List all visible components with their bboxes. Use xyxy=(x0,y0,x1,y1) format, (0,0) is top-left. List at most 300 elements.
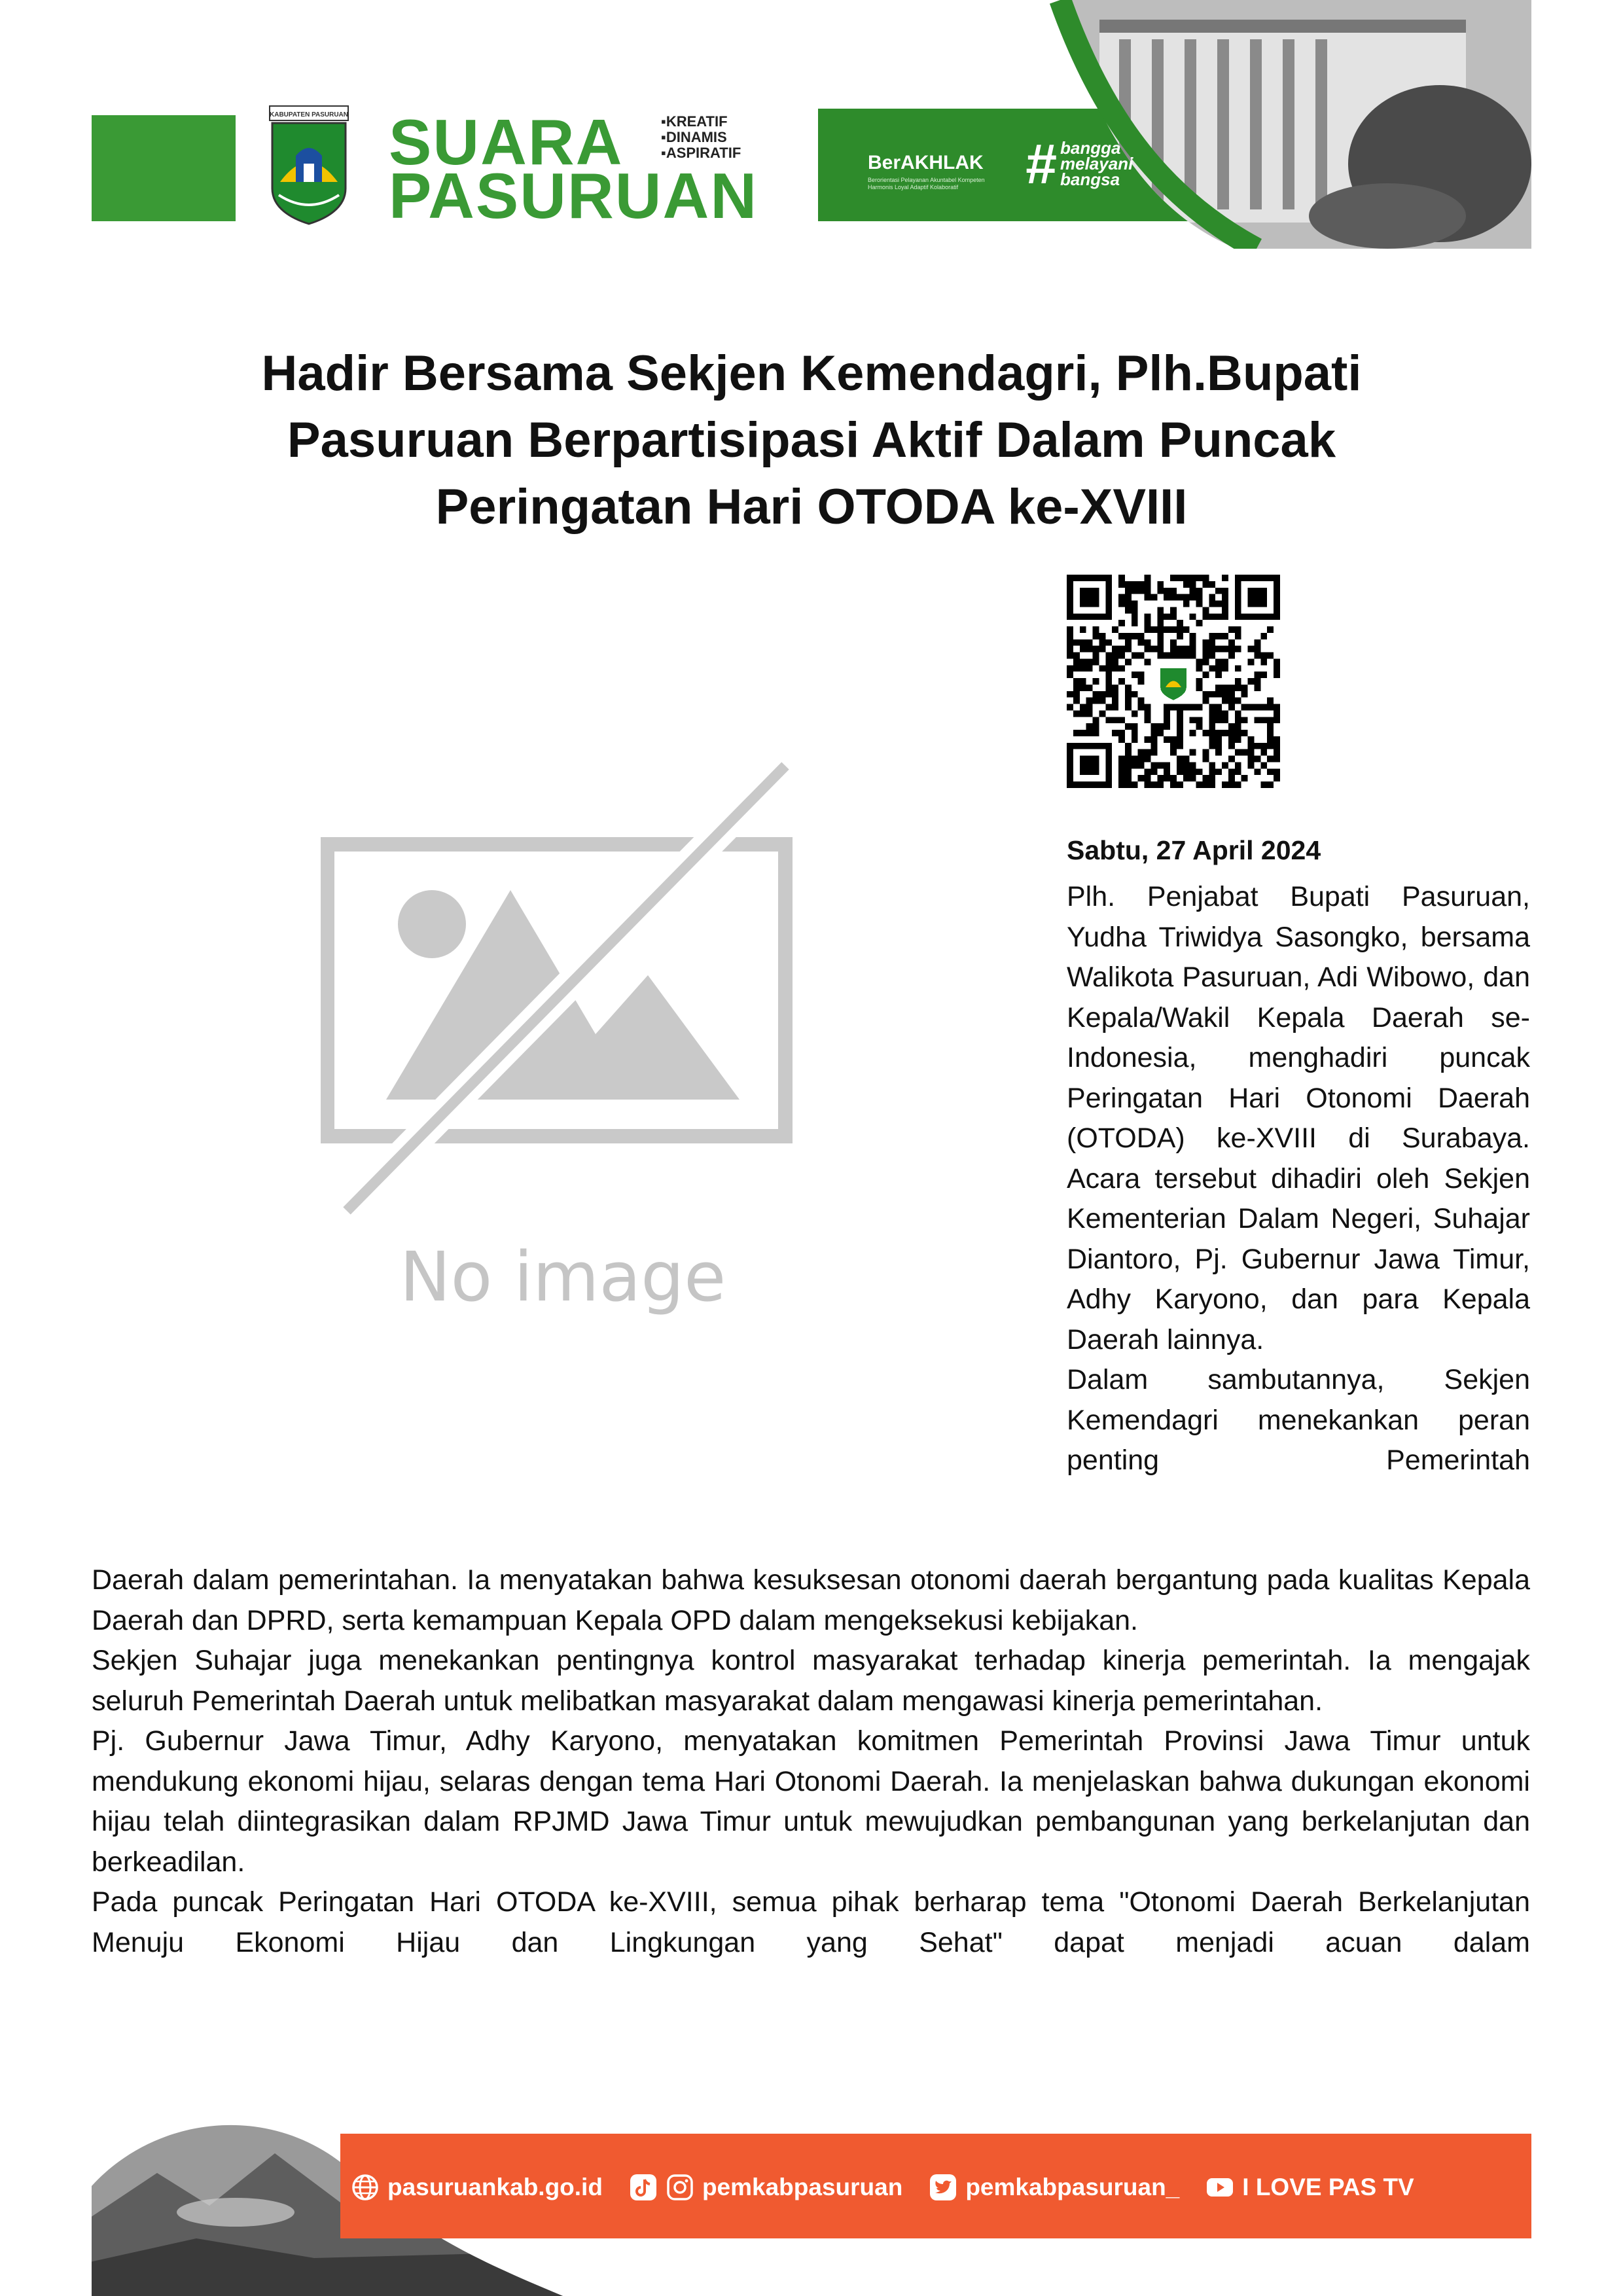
qr-module xyxy=(1112,653,1118,659)
qr-module xyxy=(1118,601,1125,607)
qr-module xyxy=(1080,704,1086,711)
qr-module xyxy=(1222,575,1228,581)
qr-module xyxy=(1202,730,1209,736)
article-date: Sabtu, 27 April 2024 xyxy=(1067,835,1321,865)
qr-module xyxy=(1132,601,1138,607)
qr-module xyxy=(1274,775,1280,781)
qr-module xyxy=(1132,762,1138,768)
qr-module xyxy=(1254,704,1260,711)
qr-module xyxy=(1215,749,1222,756)
qr-module xyxy=(1183,646,1190,653)
qr-module xyxy=(1209,723,1215,730)
qr-module xyxy=(1267,743,1274,749)
qr-module xyxy=(1073,665,1080,672)
qr-module xyxy=(1080,626,1086,633)
qr-module xyxy=(1164,762,1170,768)
instagram-label: pemkabpasuruan xyxy=(702,2174,903,2200)
qr-module xyxy=(1254,646,1260,653)
globe-icon xyxy=(351,2173,380,2202)
qr-module xyxy=(1222,691,1228,698)
twitter-icon xyxy=(929,2173,957,2202)
qr-module xyxy=(1235,736,1241,743)
qr-module xyxy=(1209,581,1215,588)
qr-module xyxy=(1125,685,1132,691)
qr-module xyxy=(1080,646,1086,653)
qr-module xyxy=(1190,775,1196,781)
qr-module xyxy=(1215,658,1222,665)
qr-module xyxy=(1190,730,1196,736)
qr-module xyxy=(1228,704,1235,711)
qr-module xyxy=(1228,736,1235,743)
qr-module xyxy=(1145,756,1151,762)
qr-module xyxy=(1125,646,1132,653)
qr-module xyxy=(1209,717,1215,723)
qr-module xyxy=(1209,639,1215,646)
qr-module xyxy=(1202,775,1209,781)
qr-module xyxy=(1209,653,1215,659)
paragraph: Dalam sambutannya, Sekjen Kemendagri menekankan peran penting Pemerintah xyxy=(1067,1364,1530,1476)
qr-module xyxy=(1073,691,1080,698)
qr-module xyxy=(1125,704,1132,711)
qr-module xyxy=(1177,736,1183,743)
qr-module xyxy=(1093,646,1099,653)
qr-module xyxy=(1260,717,1267,723)
qr-module xyxy=(1190,762,1196,768)
qr-module xyxy=(1177,762,1183,768)
qr-module xyxy=(1150,743,1157,749)
qr-module xyxy=(1086,710,1093,717)
qr-module xyxy=(1170,594,1177,601)
qr-module xyxy=(1215,717,1222,723)
qr-module xyxy=(1145,768,1151,775)
qr-module xyxy=(1145,620,1151,626)
qr-module xyxy=(1267,768,1274,775)
qr-module xyxy=(1157,620,1164,626)
qr-module xyxy=(1248,704,1255,711)
berakhlak-subtitle: Berorientasi Pelayanan Akuntabel Kompeten Harmonis Loyal Adaptif Kolaboratif xyxy=(868,177,985,190)
qr-module xyxy=(1145,749,1151,756)
qr-module xyxy=(1241,704,1248,711)
qr-module xyxy=(1183,626,1190,633)
qr-module xyxy=(1157,581,1164,588)
qr-module xyxy=(1177,730,1183,736)
qr-module xyxy=(1248,678,1255,685)
qr-module xyxy=(1118,781,1125,788)
qr-module xyxy=(1274,768,1280,775)
qr-module xyxy=(1112,698,1118,704)
qr-module xyxy=(1254,685,1260,691)
qr-module xyxy=(1086,723,1093,730)
qr-module xyxy=(1209,601,1215,607)
footer-website-link[interactable] xyxy=(351,2173,603,2202)
paragraph: Pj. Gubernur Jawa Timur, Adhy Karyono, menyatakan komitmen Pemerintah Provinsi Jawa Timur untuk mendukung ekonomi hijau, selaras dengan tema Hari Otonomi Daerah. Ia menjelaskan bahwa dukungan ekonomi hijau telah diintegrasikan dalam RPJMD Jawa Timur untuk mewujudkan pembangunan yang berkelanjutan dan berkeadilan. xyxy=(92,1725,1530,1878)
qr-module xyxy=(1118,775,1125,781)
qr-module xyxy=(1196,781,1203,788)
qr-module xyxy=(1228,743,1235,749)
qr-module xyxy=(1260,781,1267,788)
qr-module xyxy=(1177,723,1183,730)
qr-module xyxy=(1202,691,1209,698)
qr-module xyxy=(1099,698,1105,704)
qr-module xyxy=(1145,626,1151,633)
qr-module xyxy=(1164,653,1170,659)
qr-module xyxy=(1222,646,1228,653)
qr-module xyxy=(1248,743,1255,749)
qr-module xyxy=(1112,665,1118,672)
qr-module xyxy=(1067,626,1073,633)
qr-module xyxy=(1274,749,1280,756)
qr-module xyxy=(1215,685,1222,691)
qr-module xyxy=(1190,575,1196,581)
qr-module xyxy=(1145,639,1151,646)
qr-module xyxy=(1164,704,1170,711)
qr-module xyxy=(1222,594,1228,601)
qr-module xyxy=(1254,756,1260,762)
qr-module xyxy=(1260,672,1267,678)
qr-module xyxy=(1157,626,1164,633)
qr-module xyxy=(1202,658,1209,665)
article-column-text xyxy=(1067,877,1530,1481)
qr-module xyxy=(1157,781,1164,788)
qr-module xyxy=(1080,685,1086,691)
qr-module xyxy=(1228,691,1235,698)
qr-module xyxy=(1241,749,1248,756)
qr-module xyxy=(1118,575,1125,581)
qr-module xyxy=(1125,601,1132,607)
qr-module xyxy=(1150,749,1157,756)
qr-module xyxy=(1086,665,1093,672)
qr-module xyxy=(1267,756,1274,762)
qr-module xyxy=(1190,588,1196,594)
qr-module xyxy=(1150,723,1157,730)
qr-module xyxy=(1196,723,1203,730)
qr-module xyxy=(1080,658,1086,665)
footer-instagram-link[interactable] xyxy=(629,2173,902,2202)
qr-module xyxy=(1235,749,1241,756)
qr-module xyxy=(1248,762,1255,768)
qr-module xyxy=(1125,633,1132,639)
qr-module xyxy=(1099,665,1105,672)
qr-module xyxy=(1241,685,1248,691)
qr-module xyxy=(1228,756,1235,762)
qr-module xyxy=(1177,768,1183,775)
qr-module xyxy=(1222,781,1228,788)
qr-module xyxy=(1248,749,1255,756)
qr-module xyxy=(1125,581,1132,588)
qr-module xyxy=(1118,620,1125,626)
qr-module xyxy=(1125,691,1132,698)
qr-module xyxy=(1125,743,1132,749)
qr-module xyxy=(1125,594,1132,601)
bangga-melayani-logo xyxy=(1060,140,1133,187)
qr-module xyxy=(1073,678,1080,685)
paragraph: Pada puncak Peringatan Hari OTODA ke-XVIII, semua pihak berharap tema "Otonomi Daerah Berkelanjutan Menuju Ekonomi Hijau dan Lingkungan yang Sehat" dapat menjadi acuan dalam xyxy=(92,1886,1530,1958)
qr-module xyxy=(1222,730,1228,736)
no-image-label: No image xyxy=(399,1237,726,1317)
qr-module xyxy=(1235,646,1241,653)
qr-module xyxy=(1248,658,1255,665)
qr-module xyxy=(1105,704,1112,711)
paragraph: Plh. Penjabat Bupati Pasuruan, Yudha Triwidya Sasongko, bersama Walikota Pasuruan, Adi Wibowo, dan Kepala/Wakil Kepala Daerah se-Indonesia, menghadiri puncak Peringatan Hari Otonomi Daerah (OTODA) ke-XVIII di Surabaya. Acara tersebut dihadiri oleh Sekjen Kementerian Dalam Negeri, Suhajar Diantoro, Pj. Gubernur Jawa Timur, Adhy Karyono, dan para Kepala Daerah lainnya. xyxy=(1067,881,1530,1355)
qr-module xyxy=(1267,626,1274,633)
qr-module xyxy=(1093,626,1099,633)
qr-module xyxy=(1241,730,1248,736)
qr-module xyxy=(1150,762,1157,768)
footer-youtube-link[interactable] xyxy=(1205,2173,1414,2202)
qr-module xyxy=(1183,775,1190,781)
qr-module xyxy=(1118,633,1125,639)
qr-module xyxy=(1138,581,1145,588)
qr-module xyxy=(1170,613,1177,620)
qr-module xyxy=(1190,749,1196,756)
qr-module xyxy=(1145,588,1151,594)
qr-module xyxy=(1215,601,1222,607)
qr-module xyxy=(1132,607,1138,613)
qr-module xyxy=(1235,710,1241,717)
qr-module xyxy=(1105,665,1112,672)
qr-module xyxy=(1125,639,1132,646)
qr-module xyxy=(1164,775,1170,781)
qr-module xyxy=(1209,775,1215,781)
qr-module xyxy=(1235,717,1241,723)
qr-module xyxy=(1196,685,1203,691)
qr-module xyxy=(1118,736,1125,743)
qr-module xyxy=(1215,691,1222,698)
qr-module xyxy=(1248,756,1255,762)
qr-module xyxy=(1164,717,1170,723)
qr-module xyxy=(1093,653,1099,659)
qr-module xyxy=(1183,581,1190,588)
qr-module xyxy=(1177,704,1183,711)
qr-module xyxy=(1170,588,1177,594)
title-line: Peringatan Hari OTODA ke-XVIII xyxy=(435,479,1188,535)
qr-module xyxy=(1190,581,1196,588)
qr-module xyxy=(1190,653,1196,659)
qr-module xyxy=(1183,601,1190,607)
qr-module xyxy=(1138,678,1145,685)
qr-module xyxy=(1222,710,1228,717)
qr-module xyxy=(1177,717,1183,723)
qr-module xyxy=(1170,781,1177,788)
qr-module xyxy=(1183,594,1190,601)
qr-module xyxy=(1170,626,1177,633)
qr-module xyxy=(1222,588,1228,594)
qr-module xyxy=(1093,717,1099,723)
qr-module xyxy=(1190,633,1196,639)
qr-module xyxy=(1086,704,1093,711)
qr-module xyxy=(1222,658,1228,665)
bangga-line: bangsa xyxy=(1060,170,1120,189)
qr-module xyxy=(1235,768,1241,775)
bangga-line: melayani xyxy=(1060,154,1133,173)
qr-module xyxy=(1196,768,1203,775)
qr-module xyxy=(1235,633,1241,639)
qr-module xyxy=(1080,710,1086,717)
qr-module xyxy=(1228,775,1235,781)
instagram-icon xyxy=(666,2173,694,2202)
qr-module xyxy=(1086,639,1093,646)
qr-module xyxy=(1190,594,1196,601)
qr-module xyxy=(1138,756,1145,762)
footer-twitter-link[interactable] xyxy=(929,2173,1179,2202)
qr-module xyxy=(1228,698,1235,704)
qr-module xyxy=(1196,665,1203,672)
qr-module xyxy=(1202,698,1209,704)
qr-module xyxy=(1274,743,1280,749)
qr-module xyxy=(1170,646,1177,653)
qr-module xyxy=(1170,775,1177,781)
qr-module xyxy=(1209,768,1215,775)
qr-module xyxy=(1105,691,1112,698)
qr-module xyxy=(1164,736,1170,743)
qr-module xyxy=(1254,768,1260,775)
qr-module xyxy=(1202,672,1209,678)
qr-module xyxy=(1067,646,1073,653)
brand-tagline xyxy=(661,114,741,161)
qr-module xyxy=(1202,756,1209,762)
qr-module xyxy=(1073,685,1080,691)
qr-module xyxy=(1196,717,1203,723)
qr-module xyxy=(1118,678,1125,685)
qr-module xyxy=(1132,691,1138,698)
qr-module xyxy=(1222,685,1228,691)
qr-module xyxy=(1190,768,1196,775)
qr-module xyxy=(1125,756,1132,762)
qr-module xyxy=(1080,678,1086,685)
qr-module xyxy=(1177,626,1183,633)
qr-module xyxy=(1260,704,1267,711)
qr-module xyxy=(1067,704,1073,711)
qr-module xyxy=(1170,607,1177,613)
qr-module xyxy=(1138,588,1145,594)
qr-module xyxy=(1118,581,1125,588)
qr-module xyxy=(1196,704,1203,711)
bangga-line: bangga xyxy=(1060,138,1121,158)
qr-module xyxy=(1112,646,1118,653)
qr-module xyxy=(1125,658,1132,665)
qr-module xyxy=(1190,704,1196,711)
qr-module xyxy=(1145,736,1151,743)
qr-module xyxy=(1170,575,1177,581)
qr-module xyxy=(1086,698,1093,704)
qr-module xyxy=(1105,678,1112,685)
qr-module xyxy=(1260,743,1267,749)
qr-module xyxy=(1228,626,1235,633)
qr-module xyxy=(1150,781,1157,788)
qr-module xyxy=(1170,736,1177,743)
article-body-text xyxy=(92,1560,1530,1963)
qr-module xyxy=(1093,691,1099,698)
qr-module xyxy=(1099,710,1105,717)
qr-module xyxy=(1215,730,1222,736)
tiktok-icon xyxy=(629,2173,658,2202)
qr-module xyxy=(1112,730,1118,736)
qr-module xyxy=(1235,626,1241,633)
qr-module xyxy=(1209,665,1215,672)
qr-code[interactable] xyxy=(1067,575,1280,788)
qr-module xyxy=(1080,665,1086,672)
title-line: Pasuruan Berpartisipasi Aktif Dalam Puncak xyxy=(287,412,1336,468)
qr-module xyxy=(1267,781,1274,788)
twitter-label: pemkabpasuruan_ xyxy=(965,2174,1180,2200)
qr-module xyxy=(1067,639,1073,646)
qr-module xyxy=(1267,717,1274,723)
qr-module xyxy=(1202,581,1209,588)
qr-module xyxy=(1164,626,1170,633)
qr-module xyxy=(1190,639,1196,646)
qr-module xyxy=(1177,575,1183,581)
qr-module xyxy=(1073,653,1080,659)
qr-module xyxy=(1157,723,1164,730)
no-image-placeholder-icon xyxy=(321,759,805,1263)
qr-module xyxy=(1150,730,1157,736)
qr-module xyxy=(1183,768,1190,775)
qr-module xyxy=(1209,743,1215,749)
qr-module xyxy=(1150,768,1157,775)
qr-module xyxy=(1073,710,1080,717)
qr-module xyxy=(1215,736,1222,743)
qr-module xyxy=(1125,607,1132,613)
qr-module xyxy=(1274,756,1280,762)
title-line: Hadir Bersama Sekjen Kemendagri, Plh.Bupati xyxy=(261,346,1362,401)
qr-module xyxy=(1067,672,1073,678)
qr-module xyxy=(1138,672,1145,678)
tagline-item: ▪ DINAMIS xyxy=(661,130,741,145)
qr-module xyxy=(1132,653,1138,659)
qr-module xyxy=(1105,685,1112,691)
emblem-label: KABUPATEN PASURUAN xyxy=(270,111,348,118)
qr-module xyxy=(1125,768,1132,775)
qr-module xyxy=(1112,685,1118,691)
qr-module xyxy=(1190,613,1196,620)
qr-module xyxy=(1132,756,1138,762)
qr-module xyxy=(1222,717,1228,723)
qr-module xyxy=(1067,653,1073,659)
qr-module xyxy=(1164,723,1170,730)
article-title xyxy=(170,340,1453,541)
qr-module xyxy=(1202,639,1209,646)
tagline-item: ▪ KREATIF xyxy=(661,114,741,130)
qr-module xyxy=(1073,658,1080,665)
qr-module xyxy=(1177,743,1183,749)
qr-module xyxy=(1164,588,1170,594)
qr-module xyxy=(1157,613,1164,620)
qr-module xyxy=(1132,588,1138,594)
qr-module xyxy=(1150,646,1157,653)
qr-module xyxy=(1183,762,1190,768)
qr-module xyxy=(1196,678,1203,685)
qr-module xyxy=(1183,704,1190,711)
qr-module xyxy=(1222,633,1228,639)
qr-module xyxy=(1145,658,1151,665)
qr-module xyxy=(1274,736,1280,743)
qr-module xyxy=(1138,639,1145,646)
qr-module xyxy=(1138,775,1145,781)
qr-module xyxy=(1125,588,1132,594)
qr-module xyxy=(1150,594,1157,601)
qr-module xyxy=(1170,749,1177,756)
qr-module xyxy=(1215,613,1222,620)
qr-module xyxy=(1145,781,1151,788)
qr-module xyxy=(1145,704,1151,711)
website-label: pasuruankab.go.id xyxy=(387,2174,603,2200)
qr-module xyxy=(1209,704,1215,711)
qr-module xyxy=(1254,717,1260,723)
qr-module xyxy=(1209,613,1215,620)
qr-module xyxy=(1157,607,1164,613)
qr-module xyxy=(1093,678,1099,685)
qr-module xyxy=(1274,710,1280,717)
